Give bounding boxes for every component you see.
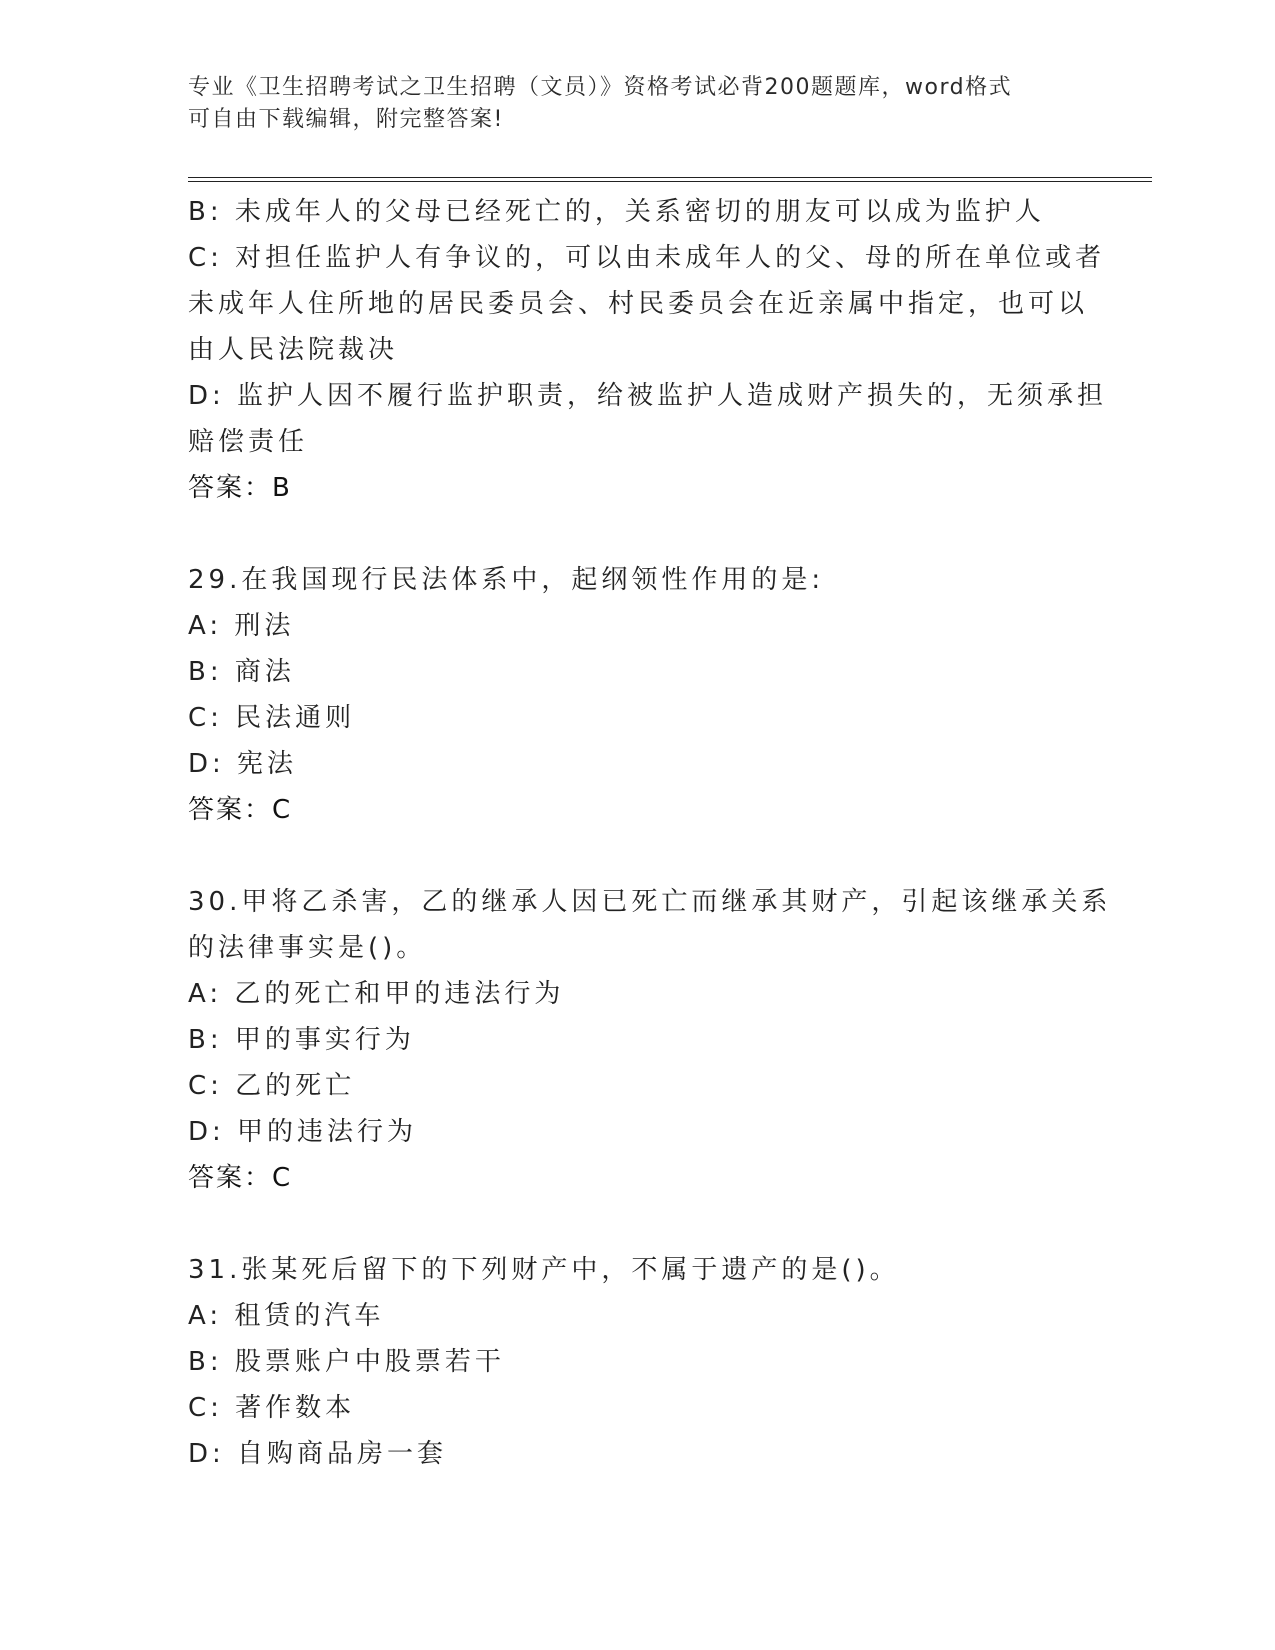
question-stem: 29.在我国现行民法体系中，起纲领性作用的是: [188,565,825,595]
question-stem-line-2: 的法律事实是()。 [188,933,427,963]
option-d: D: 宪法 [188,749,298,779]
option-a: A: 租赁的汽车 [188,1301,385,1331]
option-d: D: 甲的违法行为 [188,1117,418,1147]
question-29 [188,557,1088,833]
option-c: C: 民法通则 [188,703,356,733]
option-b: B: 股票账户中股票若干 [188,1347,505,1377]
spacer [188,833,1088,879]
option-c-line-1: C: 对担任监护人有争议的，可以由未成年人的父、母的所在单位或者 [188,243,1106,273]
spacer [188,1201,1088,1247]
answer: 答案：C [188,795,293,825]
header-divider-bottom [188,181,1152,182]
header-divider-top [188,177,1152,178]
document-header [188,72,1068,136]
option-a: A: 刑法 [188,611,295,641]
option-c: C: 乙的死亡 [188,1071,356,1101]
question-31 [188,1247,1088,1477]
option-b: B: 商法 [188,657,295,687]
option-a: A: 乙的死亡和甲的违法行为 [188,979,565,1009]
question-28-continued [188,189,1108,511]
question-30 [188,879,1112,1201]
question-content [188,189,1112,1477]
header-title-line-2: 可自由下载编辑，附完整答案! [188,107,504,132]
question-stem: 31.张某死后留下的下列财产中，不属于遗产的是()。 [188,1255,900,1285]
option-c-line-3: 由人民法院裁决 [188,335,399,365]
question-stem-line-1: 30.甲将乙杀害，乙的继承人因已死亡而继承其财产，引起该继承关系 [188,887,1112,917]
option-d: D: 自购商品房一套 [188,1439,448,1469]
option-b: B: 甲的事实行为 [188,1025,415,1055]
spacer [188,511,1088,557]
answer: 答案：B [188,473,292,503]
option-c: C: 著作数本 [188,1393,356,1423]
option-d-line-1: D: 监护人因不履行监护职责，给被监护人造成财产损失的，无须承担 [188,381,1108,411]
option-c-line-2: 未成年人住所地的居民委员会、村民委员会在近亲属中指定，也可以 [188,289,1089,319]
answer: 答案：C [188,1163,293,1193]
option-d-line-2: 赔偿责任 [188,427,309,457]
option-b: B: 未成年人的父母已经死亡的，关系密切的朋友可以成为监护人 [188,197,1045,227]
header-title-line-1: 专业《卫生招聘考试之卫生招聘（文员）》资格考试必背200题题库，word格式 [188,75,1013,100]
